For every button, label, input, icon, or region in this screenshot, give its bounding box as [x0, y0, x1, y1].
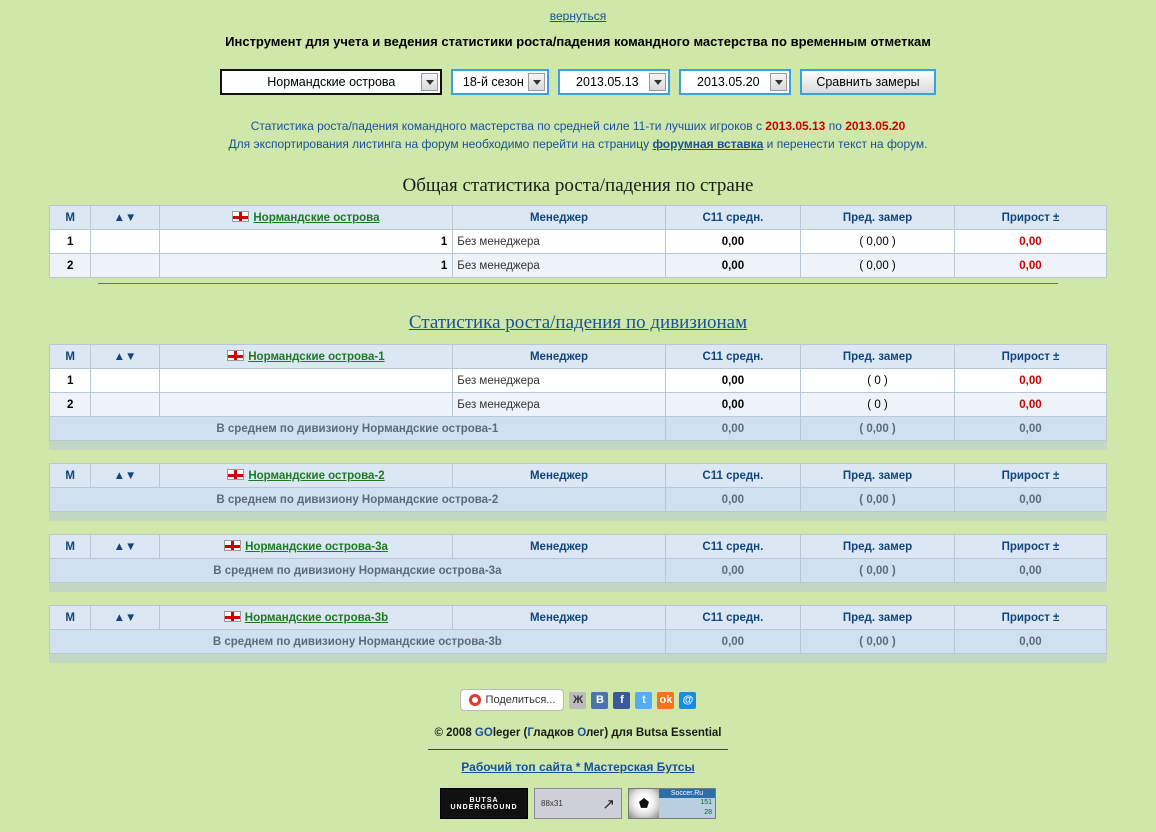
note-date-from: 2013.05.13: [765, 119, 826, 133]
column-header-m[interactable]: М: [50, 606, 91, 630]
division-average-prev: ( 0,00 ): [801, 559, 955, 583]
divider: [428, 749, 728, 750]
copyright-go: GO: [474, 727, 493, 739]
row-delta: 0,00: [954, 369, 1106, 393]
note-text-a: Статистика роста/падения командного мастерства по средней силе 11-ти лучших игроков с: [250, 119, 766, 133]
division-average-label: В среднем по дивизиону Нормандские острова-2: [50, 488, 666, 512]
division-average-row: [50, 559, 1107, 583]
column-header-delta[interactable]: Прирост ±: [954, 606, 1106, 630]
column-header-prev[interactable]: Пред. замер: [801, 345, 955, 369]
flag-icon: [224, 540, 241, 551]
row-team: [159, 393, 453, 417]
column-header-manager[interactable]: Менеджер: [453, 206, 665, 230]
division-average-prev: ( 0,00 ): [801, 630, 955, 654]
info-note-line1: [0, 117, 1156, 135]
row-index: 1: [50, 230, 91, 254]
back-link[interactable]: вернуться: [549, 9, 607, 23]
column-header-sort[interactable]: ▲▼: [91, 345, 159, 369]
division-average-label: В среднем по дивизиону Нормандские острова-1: [50, 417, 666, 441]
row-sort-cell: [91, 369, 159, 393]
country-select[interactable]: [220, 69, 442, 95]
row-delta: 0,00: [954, 393, 1106, 417]
banner-soccer-ru[interactable]: [628, 788, 716, 819]
table-header-row: [50, 345, 1107, 369]
row-manager: Без менеджера: [453, 369, 665, 393]
soccer-ball-icon: [629, 789, 659, 818]
season-select-value: 18-й сезон: [462, 75, 524, 89]
row-c11: 0,00: [665, 369, 800, 393]
table-row: [50, 393, 1107, 417]
table-header-row: [50, 206, 1107, 230]
column-header-c11[interactable]: С11 средн.: [665, 206, 800, 230]
chevron-down-icon: [770, 73, 787, 91]
date-from-select[interactable]: [558, 69, 670, 95]
forum-insert-link[interactable]: форумная вставка: [652, 137, 764, 151]
row-prev: ( 0,00 ): [801, 230, 955, 254]
twitter-icon[interactable]: t: [635, 692, 652, 709]
row-team: [159, 369, 453, 393]
controls-bar: [0, 69, 1156, 95]
row-delta: 0,00: [954, 254, 1106, 278]
section-spacer: [49, 654, 1107, 663]
row-prev: ( 0 ): [801, 369, 955, 393]
column-header-c11[interactable]: С11 средн.: [665, 535, 800, 559]
column-header-manager[interactable]: Менеджер: [453, 464, 665, 488]
share-icon: [469, 694, 481, 706]
column-header-team[interactable]: [159, 535, 453, 559]
table-row: [50, 230, 1107, 254]
chevron-down-icon: [649, 73, 666, 91]
row-sort-cell: [91, 393, 159, 417]
division-average-row: [50, 488, 1107, 512]
table-header-row: [50, 464, 1107, 488]
note-text-c: Для экспортирования листинга на форум необходимо перейти на страницу: [228, 137, 653, 151]
flag-icon: [224, 611, 241, 622]
table-row: [50, 254, 1107, 278]
column-header-delta[interactable]: Прирост ±: [954, 464, 1106, 488]
note-date-to: 2013.05.20: [845, 119, 906, 133]
row-delta: 0,00: [954, 230, 1106, 254]
date-from-value: 2013.05.13: [576, 75, 639, 89]
country-section-title: Общая статистика роста/падения по стране: [402, 175, 754, 196]
copyright-leg: лег) для: [585, 727, 636, 739]
section-spacer: [49, 441, 1107, 450]
column-header-sort[interactable]: ▲▼: [91, 206, 159, 230]
date-to-select[interactable]: [679, 69, 791, 95]
column-header-prev[interactable]: Пред. замер: [801, 206, 955, 230]
row-prev: ( 0 ): [801, 393, 955, 417]
vk-icon[interactable]: В: [591, 692, 608, 709]
division-table-2: [49, 463, 1107, 512]
copyright-o: О: [577, 727, 586, 739]
country-select-value: Нормандские острова: [267, 75, 396, 89]
row-c11: 0,00: [665, 230, 800, 254]
banner-88x31[interactable]: [534, 788, 622, 819]
division-average-c11: 0,00: [665, 630, 800, 654]
column-header-sort[interactable]: ▲▼: [91, 606, 159, 630]
row-index: 1: [50, 369, 91, 393]
banner-butsa-underground[interactable]: [440, 788, 528, 819]
banner-row: [0, 788, 1156, 819]
banner-soccer-caption: Soccer.Ru: [659, 789, 715, 798]
division-header-label: Нормандские острова-2: [248, 470, 385, 482]
flag-icon: [227, 350, 244, 361]
division-average-c11: 0,00: [665, 488, 800, 512]
division-average-delta: 0,00: [954, 559, 1106, 583]
banner-butsa-line1: BUTSA: [469, 796, 499, 804]
division-average-row: [50, 417, 1107, 441]
table-header-row: [50, 606, 1107, 630]
division-header-label: Нормандские острова-3b: [244, 612, 389, 624]
division-table-3a: [49, 534, 1107, 583]
info-note-line2: [0, 135, 1156, 153]
division-average-c11: 0,00: [665, 417, 800, 441]
column-header-m[interactable]: М: [50, 464, 91, 488]
column-header-delta[interactable]: Прирост ±: [954, 206, 1106, 230]
copyright-line: [0, 727, 1156, 739]
copyright-ladkov: ладков: [533, 727, 578, 739]
page-title: Инструмент для учета и ведения статистики роста/падения командного мастерства по временным отметкам: [225, 34, 931, 49]
division-table-3b: [49, 605, 1107, 654]
divider: [98, 283, 1058, 284]
division-average-c11: 0,00: [665, 559, 800, 583]
footer-links: [0, 760, 1156, 774]
column-header-delta[interactable]: Прирост ±: [954, 535, 1106, 559]
division-average-label: В среднем по дивизиону Нормандские острова-3b: [50, 630, 666, 654]
livejournal-icon[interactable]: Ж: [569, 692, 586, 709]
column-header-c11[interactable]: С11 средн.: [665, 464, 800, 488]
row-division: 1: [159, 254, 453, 278]
division-average-delta: 0,00: [954, 488, 1106, 512]
compare-button[interactable]: Сравнить замеры: [800, 69, 935, 95]
column-header-m[interactable]: М: [50, 206, 91, 230]
note-text-d: и перенести текст на форум.: [763, 137, 928, 151]
share-bar: [0, 689, 1156, 711]
column-header-sort[interactable]: ▲▼: [91, 535, 159, 559]
column-header-sort[interactable]: ▲▼: [91, 464, 159, 488]
column-header-delta[interactable]: Прирост ±: [954, 345, 1106, 369]
division-average-prev: ( 0,00 ): [801, 488, 955, 512]
column-header-manager[interactable]: Менеджер: [453, 606, 665, 630]
column-header-c11[interactable]: С11 средн.: [665, 606, 800, 630]
row-manager: Без менеджера: [453, 393, 665, 417]
row-prev: ( 0,00 ): [801, 254, 955, 278]
chevron-down-icon: [528, 73, 545, 91]
division-average-label: В среднем по дивизиону Нормандские острова-3a: [50, 559, 666, 583]
table-header-row: [50, 535, 1107, 559]
note-text-b: по: [825, 119, 846, 133]
country-stat-table: [49, 205, 1107, 278]
facebook-icon[interactable]: f: [613, 692, 630, 709]
section-spacer: [49, 583, 1107, 592]
row-index: 2: [50, 393, 91, 417]
column-header-manager[interactable]: Менеджер: [453, 345, 665, 369]
division-average-row: [50, 630, 1107, 654]
banner-88x31-label: 88x31: [541, 799, 563, 808]
season-select[interactable]: [451, 69, 549, 95]
row-sort-cell: [91, 230, 159, 254]
footer-links-label[interactable]: Рабочий топ сайта * Мастерская Бутсы: [461, 760, 695, 774]
odnoklassniki-icon[interactable]: ok: [657, 692, 674, 709]
row-c11: 0,00: [665, 393, 800, 417]
column-header-manager[interactable]: Менеджер: [453, 535, 665, 559]
mailru-icon[interactable]: @: [679, 692, 696, 709]
info-note: [0, 117, 1156, 153]
copyright-butsa: Butsa Essential: [635, 727, 722, 739]
row-c11: 0,00: [665, 254, 800, 278]
row-manager: Без менеджера: [453, 254, 665, 278]
row-manager: Без менеджера: [453, 230, 665, 254]
share-button[interactable]: [460, 689, 565, 711]
banner-butsa-line2: UNDERGROUND: [450, 803, 518, 811]
division-header-label: Нормандские острова-3a: [245, 541, 388, 553]
division-section-title[interactable]: Статистика роста/падения по дивизионам: [408, 312, 748, 333]
banner-soccer-n2: 28: [659, 808, 715, 818]
division-average-delta: 0,00: [954, 630, 1106, 654]
column-header-team[interactable]: [159, 345, 453, 369]
copyright-prefix: © 2008: [434, 727, 475, 739]
column-header-prev[interactable]: Пред. замер: [801, 606, 955, 630]
row-sort-cell: [91, 254, 159, 278]
division-header-label: Нормандские острова-1: [248, 351, 385, 363]
copyright-leger: leger (: [492, 727, 528, 739]
column-header-team[interactable]: [159, 206, 453, 230]
share-button-label: Поделиться...: [485, 694, 556, 706]
arrow-up-right-icon: ↗: [602, 795, 615, 813]
row-index: 2: [50, 254, 91, 278]
division-table-1: [49, 344, 1107, 441]
column-header-m[interactable]: М: [50, 535, 91, 559]
flag-icon: [227, 469, 244, 480]
back-link-row: [0, 0, 1156, 23]
copyright-g: Г: [527, 727, 534, 739]
column-header-prev[interactable]: Пред. замер: [801, 535, 955, 559]
section-spacer: [49, 512, 1107, 521]
division-average-prev: ( 0,00 ): [801, 417, 955, 441]
row-division: 1: [159, 230, 453, 254]
table-row: [50, 369, 1107, 393]
date-to-value: 2013.05.20: [697, 75, 760, 89]
column-header-prev[interactable]: Пред. замер: [801, 464, 955, 488]
column-header-c11[interactable]: С11 средн.: [665, 345, 800, 369]
column-header-team[interactable]: [159, 464, 453, 488]
column-header-m[interactable]: М: [50, 345, 91, 369]
banner-soccer-n1: 151: [659, 798, 715, 808]
country-team-header-label: Нормандские острова: [253, 212, 380, 224]
flag-icon: [232, 211, 249, 222]
chevron-down-icon: [421, 73, 438, 91]
division-average-delta: 0,00: [954, 417, 1106, 441]
column-header-team[interactable]: [159, 606, 453, 630]
